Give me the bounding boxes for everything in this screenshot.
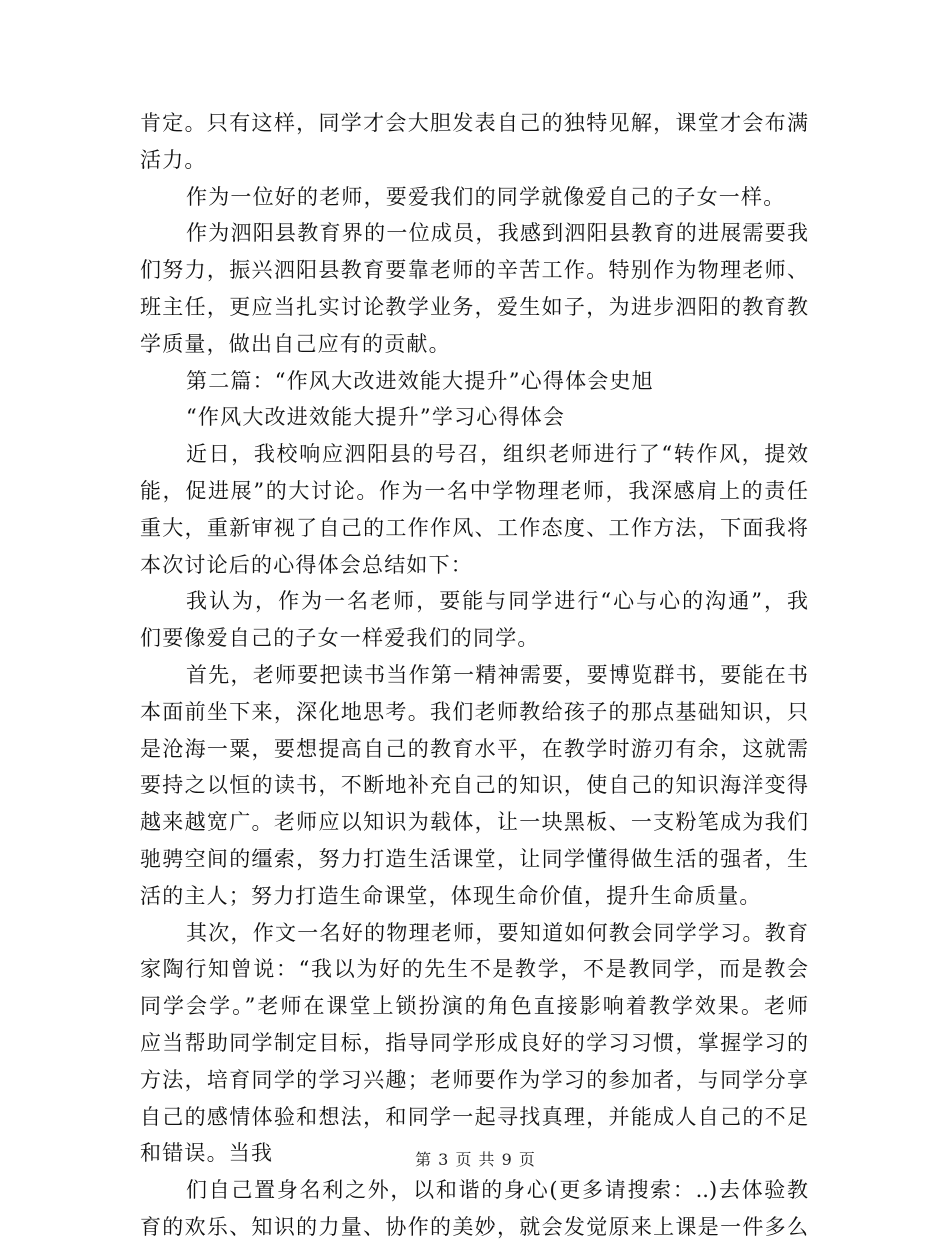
text-line: 第二篇：“作风大改进效能大提升”心得体会史旭 — [186, 368, 654, 393]
text-line: 活的主人；努力打造生命课堂，体现生命价值，提升生命质量。 — [140, 883, 762, 908]
text-line: 自己的感情体验和想法，和同学一起寻找真理，并能成人自己的不足 — [140, 1104, 808, 1129]
text-line: 作为一位好的老师，要爱我们的同学就像爱自己的子女一样。 — [186, 184, 786, 209]
text-line: 首先，老师要把读书当作第一精神需要，要博览群书，要能在书 — [186, 662, 808, 687]
text-line: 家陶行知曾说：“我以为好的先生不是教学，不是教同学，而是教会 — [140, 957, 808, 982]
text-line: 肯定。只有这样，同学才会大胆发表自己的独特见解，课堂才会布满 — [140, 111, 808, 135]
text-line: 们要像爱自己的子女一样爱我们的同学。 — [140, 626, 540, 651]
text-line: “作风大改进效能大提升”学习心得体会 — [186, 405, 566, 430]
text-line: 是沧海一粟，要想提高自己的教育水平，在教学时游刃有余，这就需 — [140, 736, 808, 761]
text-line: 应当帮助同学制定目标，指导同学形成良好的学习习惯，掌握学习的 — [140, 1030, 808, 1055]
text-line: 育的欢乐、知识的力量、协作的美妙，就会发觉原来上课是一件多么 — [140, 1214, 808, 1239]
text-line: 近日，我校响应泗阳县的号召，组织老师进行了“转作风，提效 — [186, 442, 808, 467]
text-line: 要持之以恒的读书，不断地补充自己的知识，使自己的知识海洋变得 — [140, 773, 808, 798]
text-line: 我认为，作为一名老师，要能与同学进行“心与心的沟通”，我 — [186, 589, 808, 614]
text-line: 能，促进展”的大讨论。作为一名中学物理老师，我深感肩上的责任 — [140, 478, 808, 503]
text-line: 方法，培育同学的学习兴趣；老师要作为学习的参加者，与同学分享 — [140, 1067, 808, 1092]
text-line: 本面前坐下来，深化地思考。我们老师教给孩子的那点基础知识，只 — [140, 699, 808, 724]
text-line: 作为泗阳县教育界的一位成员，我感到泗阳县教育的进展需要我 — [186, 221, 808, 246]
text-line: 和错误。当我 — [140, 1141, 274, 1166]
text-line: 其次，作文一名好的物理老师，要知道如何教会同学学习。教育 — [186, 920, 808, 945]
text-line: 同学会学。”老师在课堂上锁扮演的角色直接影响着教学效果。老师 — [140, 994, 808, 1019]
text-line: 活力。 — [140, 147, 207, 172]
text-line: 班主任，更应当扎实讨论教学业务，爱生如子，为进步泗阳的教育教 — [140, 294, 808, 319]
text-line: 越来越宽广。老师应以知识为载体，让一块黑板、一支粉笔成为我们 — [140, 810, 808, 835]
document-body — [140, 105, 808, 1246]
page-footer: 第 3 页 共 9 页 — [415, 1150, 535, 1169]
text-line: 学质量，做出自己应有的贡献。 — [140, 331, 451, 356]
text-line: 重大，重新审视了自己的工作作风、工作态度、工作方法，下面我将 — [140, 515, 808, 540]
text-line: 们自己置身名利之外，以和谐的身心(更多请搜索：..)去体验教 — [186, 1178, 808, 1203]
text-line: 驰骋空间的缰索，努力打造生活课堂，让同学懂得做生活的强者，生 — [140, 846, 808, 871]
text-line: 本次讨论后的心得体会总结如下： — [140, 552, 473, 577]
text-line: 们努力，振兴泗阳县教育要靠老师的辛苦工作。特别作为物理老师、 — [140, 258, 808, 283]
